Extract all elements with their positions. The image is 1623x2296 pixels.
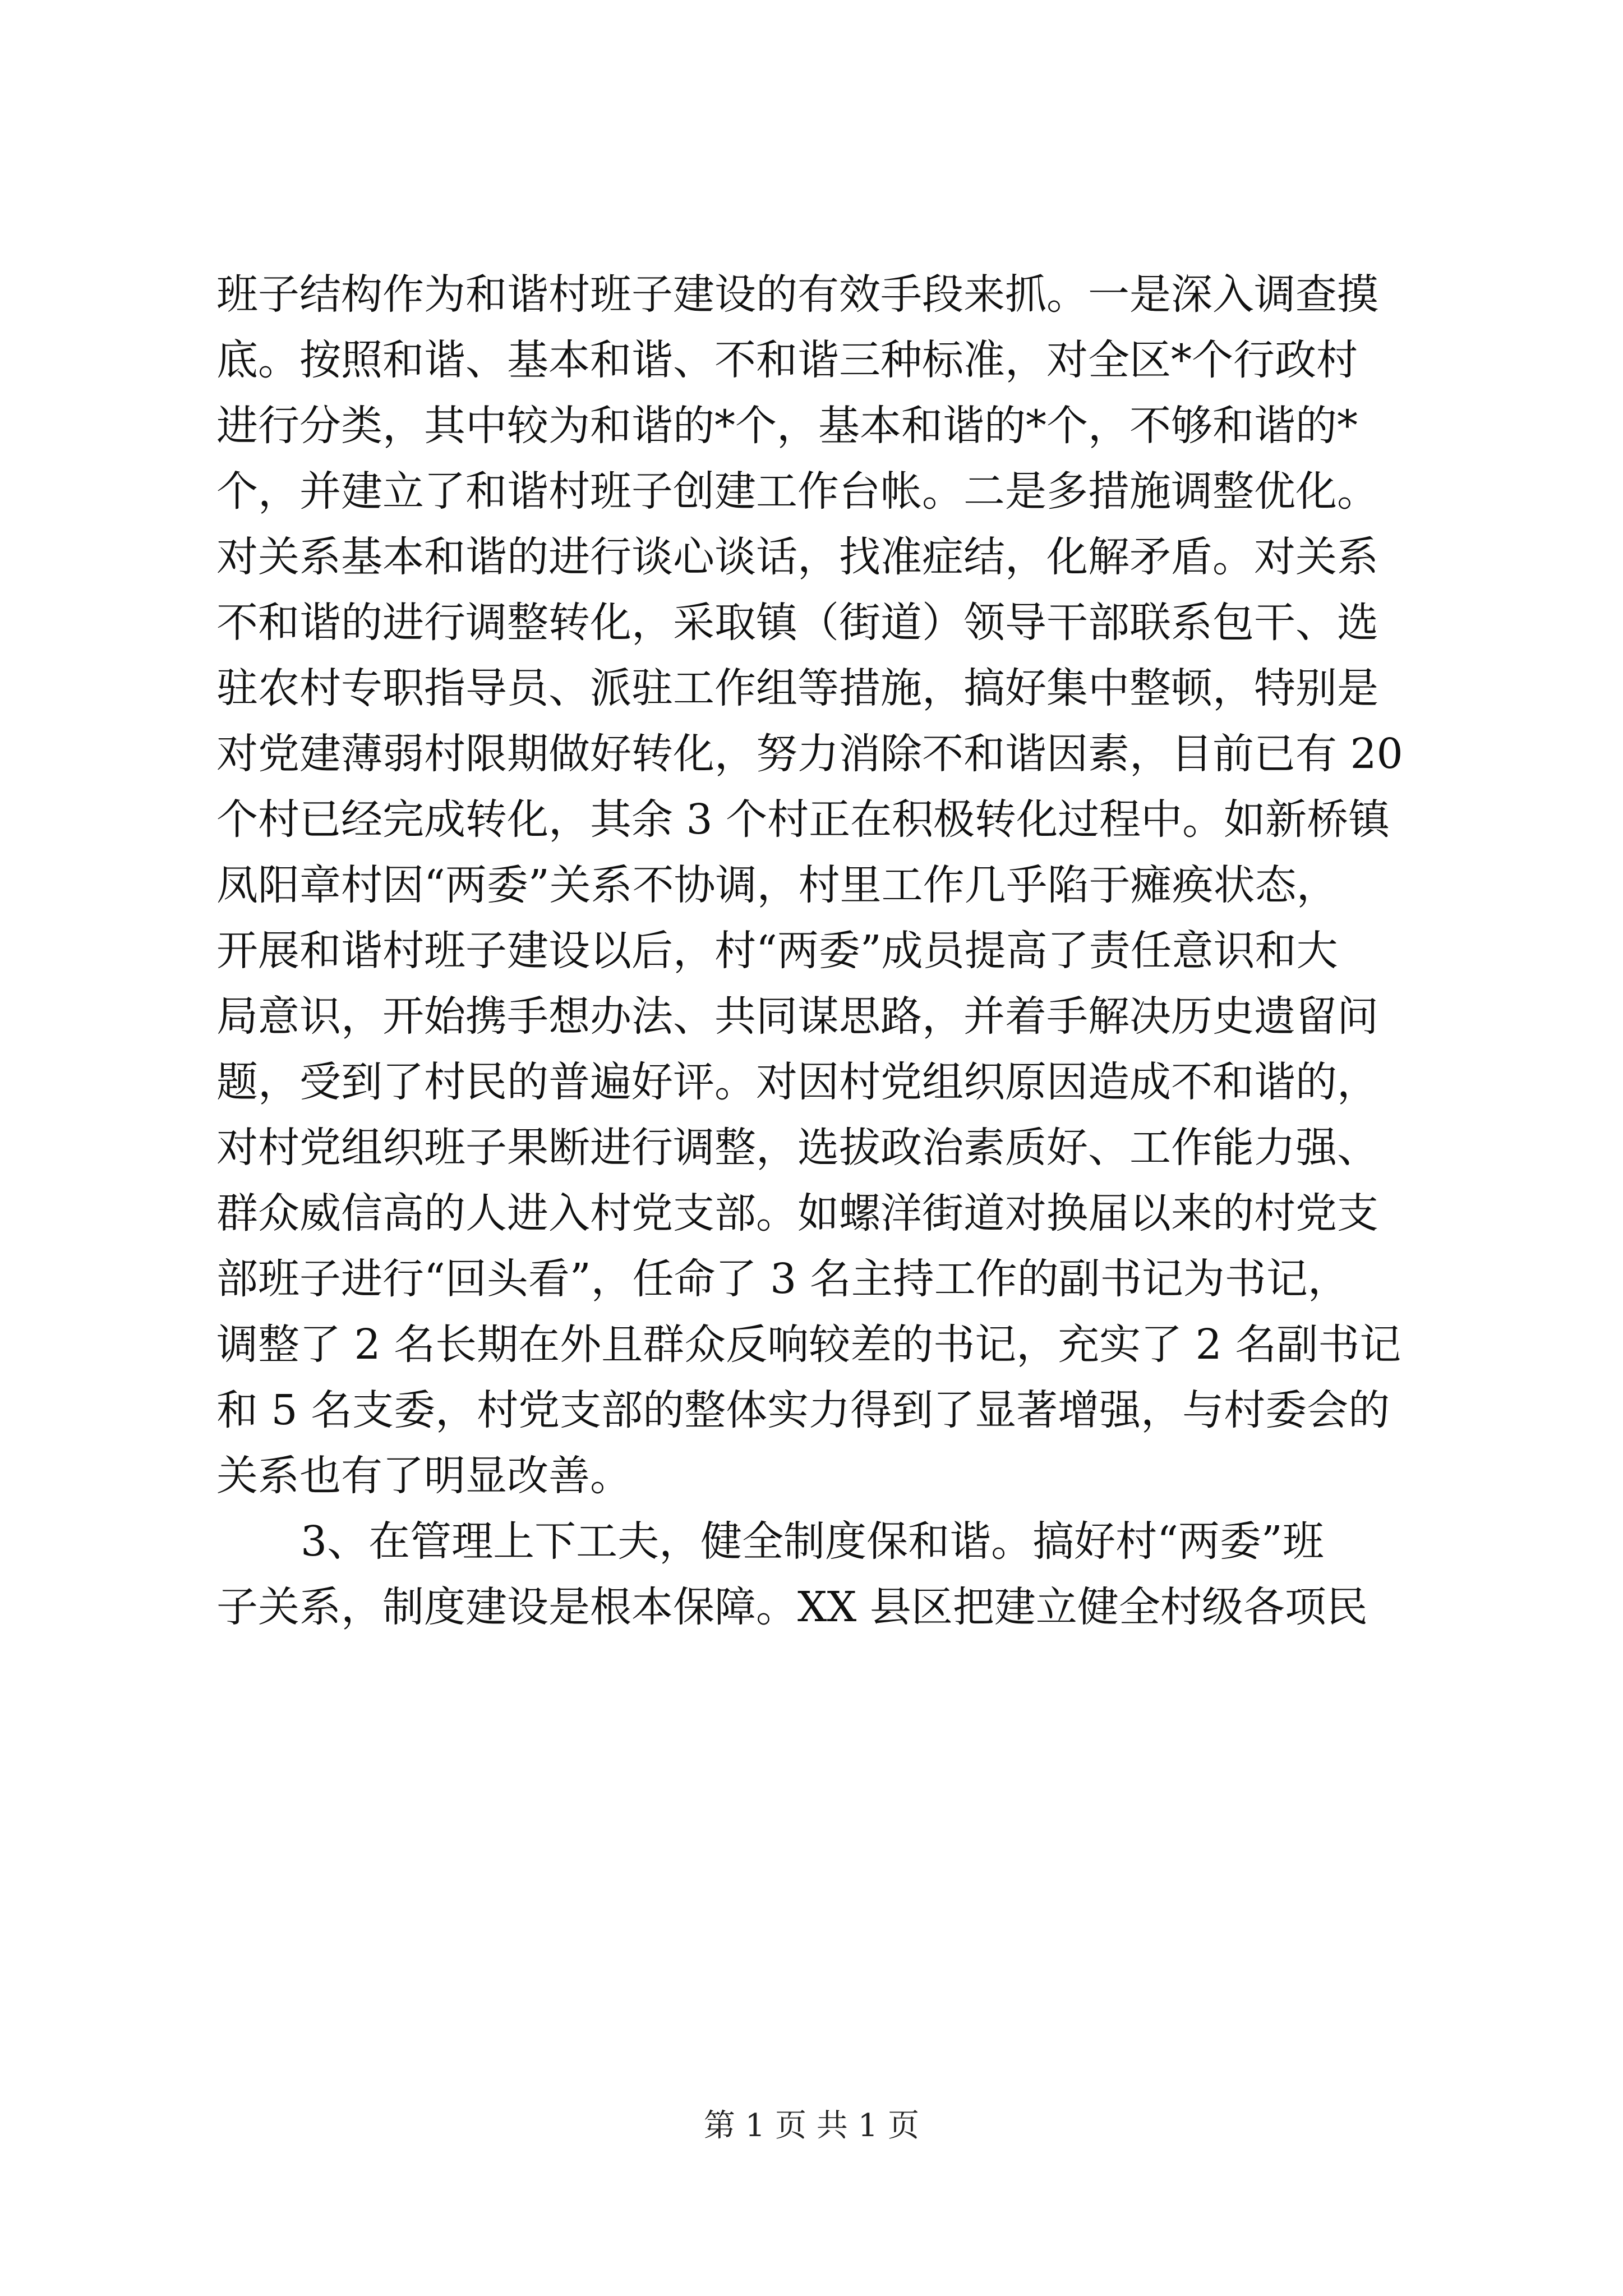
text-line: 题，受到了村民的普遍好评。对因村党组织原因造成不和谐的， — [216, 1058, 1378, 1106]
text-line: 子关系，制度建设是根本保障。XX 县区把建立健全村级各项民 — [216, 1583, 1368, 1631]
text-line: 开展和谐村班子建设以后，村“两委”成员提高了责任意识和大 — [216, 927, 1338, 975]
text-line: 个，并建立了和谐村班子创建工作台帐。二是多措施调整优化。 — [216, 467, 1378, 516]
text-line: 个村已经完成转化，其余 3 个村正在积极转化过程中。如新桥镇 — [216, 795, 1390, 844]
text-line: 对村党组织班子果断进行调整，选拔政治素质好、工作能力强、 — [216, 1124, 1378, 1172]
text-line: 关系也有了明显改善。 — [216, 1452, 631, 1500]
page-footer: 第 1 页 共 1 页 — [703, 2108, 920, 2144]
text-line: 部班子进行“回头看”，任命了 3 名主持工作的副书记为书记， — [216, 1255, 1349, 1303]
paragraph-start-line: 3、在管理上下工夫，健全制度保和谐。搞好村“两委”班 — [301, 1517, 1324, 1566]
text-line: 对关系基本和谐的进行谈心谈话，找准症结，化解矛盾。对关系 — [216, 533, 1378, 581]
text-line: 进行分类，其中较为和谐的*个，基本和谐的*个，不够和谐的* — [216, 402, 1358, 450]
text-line: 群众威信高的人进入村党支部。如螺洋街道对换届以来的村党支 — [216, 1189, 1378, 1237]
text-line: 和 5 名支委，村党支部的整体实力得到了显著增强，与村委会的 — [216, 1386, 1390, 1434]
text-line: 调整了 2 名长期在外且群众反响较差的书记，充实了 2 名副书记 — [216, 1320, 1401, 1369]
text-line: 凤阳章村因“两委”关系不协调，村里工作几乎陷于瘫痪状态， — [216, 861, 1338, 909]
text-line: 班子结构作为和谐村班子建设的有效手段来抓。一是深入调查摸 — [216, 270, 1378, 319]
text-line: 底。按照和谐、基本和谐、不和谐三种标准，对全区*个行政村 — [216, 336, 1358, 384]
text-line: 局意识，开始携手想办法、共同谋思路，并着手解决历史遗留问 — [216, 992, 1378, 1041]
text-line: 对党建薄弱村限期做好转化，努力消除不和谐因素，目前已有 20 — [216, 730, 1403, 778]
text-line: 驻农村专职指导员、派驻工作组等措施，搞好集中整顿，特别是 — [216, 664, 1378, 712]
text-line: 不和谐的进行调整转化，采取镇（街道）领导干部联系包干、选 — [216, 599, 1378, 647]
